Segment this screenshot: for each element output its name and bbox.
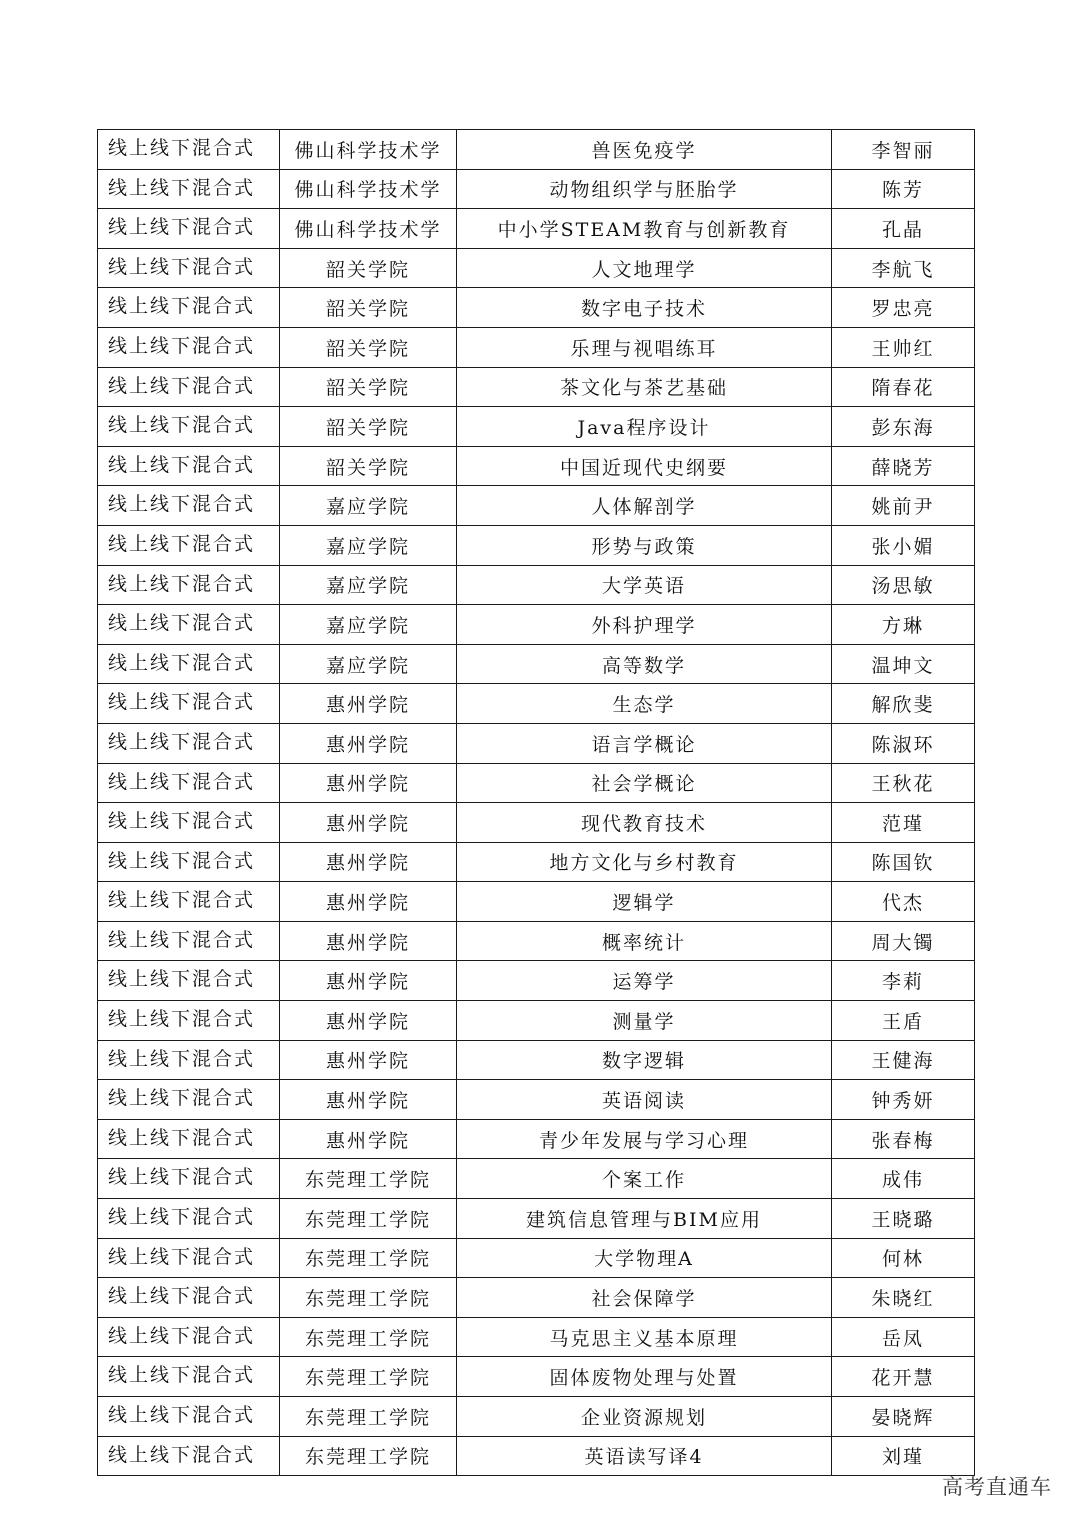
course-table-body — [98, 130, 975, 1476]
table-row — [98, 921, 975, 961]
course-table — [97, 129, 975, 1476]
mode-cell: 线上线下混合式 — [98, 1238, 280, 1278]
course-cell: 外科护理学 — [457, 605, 832, 645]
course-cell: 语言学概论 — [457, 723, 832, 763]
mode-cell: 线上线下混合式 — [98, 644, 280, 684]
course-cell: 概率统计 — [457, 921, 832, 961]
school-cell: 嘉应学院 — [280, 525, 457, 565]
teacher-cell: 隋春花 — [832, 367, 975, 407]
mode-cell: 线上线下混合式 — [98, 169, 280, 209]
school-cell: 嘉应学院 — [280, 565, 457, 605]
table-row — [98, 327, 975, 367]
course-cell: 英语读写译4 — [457, 1436, 832, 1476]
watermark-text: 高考直通车 — [942, 1475, 1052, 1499]
table-row — [98, 1238, 975, 1278]
course-cell: 马克思主义基本原理 — [457, 1317, 832, 1357]
course-cell: 高等数学 — [457, 644, 832, 684]
school-cell: 韶关学院 — [280, 367, 457, 407]
school-cell: 惠州学院 — [280, 1080, 457, 1120]
course-cell: 测量学 — [457, 1001, 832, 1041]
teacher-cell: 陈淑环 — [832, 723, 975, 763]
mode-cell: 线上线下混合式 — [98, 1199, 280, 1239]
teacher-cell: 薛晓芳 — [832, 446, 975, 486]
mode-cell: 线上线下混合式 — [98, 1278, 280, 1318]
teacher-cell: 晏晓辉 — [832, 1397, 975, 1437]
school-cell: 佛山科学技术学 — [280, 130, 457, 170]
course-cell: 地方文化与乡村教育 — [457, 842, 832, 882]
table-row — [98, 525, 975, 565]
mode-cell: 线上线下混合式 — [98, 565, 280, 605]
mode-cell: 线上线下混合式 — [98, 605, 280, 645]
teacher-cell: 钟秀妍 — [832, 1080, 975, 1120]
table-row — [98, 961, 975, 1001]
course-cell: 企业资源规划 — [457, 1397, 832, 1437]
mode-cell: 线上线下混合式 — [98, 961, 280, 1001]
mode-cell: 线上线下混合式 — [98, 446, 280, 486]
school-cell: 韶关学院 — [280, 288, 457, 328]
teacher-cell: 孔晶 — [832, 209, 975, 249]
table-row — [98, 486, 975, 526]
teacher-cell: 陈国钦 — [832, 842, 975, 882]
table-row — [98, 644, 975, 684]
teacher-cell: 王帅红 — [832, 327, 975, 367]
table-row — [98, 1199, 975, 1239]
school-cell: 惠州学院 — [280, 803, 457, 843]
mode-cell: 线上线下混合式 — [98, 367, 280, 407]
course-cell: 数字电子技术 — [457, 288, 832, 328]
teacher-cell: 王健海 — [832, 1040, 975, 1080]
mode-cell: 线上线下混合式 — [98, 327, 280, 367]
school-cell: 韶关学院 — [280, 327, 457, 367]
teacher-cell: 花开慧 — [832, 1357, 975, 1397]
table-row — [98, 1159, 975, 1199]
table-row — [98, 1397, 975, 1437]
table-row — [98, 684, 975, 724]
mode-cell: 线上线下混合式 — [98, 209, 280, 249]
school-cell: 惠州学院 — [280, 1040, 457, 1080]
table-row — [98, 723, 975, 763]
table-row — [98, 763, 975, 803]
table-row — [98, 803, 975, 843]
table-row — [98, 1278, 975, 1318]
course-cell: 社会保障学 — [457, 1278, 832, 1318]
course-cell: 生态学 — [457, 684, 832, 724]
course-cell: 逻辑学 — [457, 882, 832, 922]
teacher-cell: 彭东海 — [832, 407, 975, 447]
course-cell: 人文地理学 — [457, 248, 832, 288]
school-cell: 东莞理工学院 — [280, 1317, 457, 1357]
table-row — [98, 882, 975, 922]
teacher-cell: 李航飞 — [832, 248, 975, 288]
table-row — [98, 367, 975, 407]
mode-cell: 线上线下混合式 — [98, 684, 280, 724]
teacher-cell: 罗忠亮 — [832, 288, 975, 328]
table-row — [98, 1119, 975, 1159]
table-row — [98, 605, 975, 645]
mode-cell: 线上线下混合式 — [98, 248, 280, 288]
school-cell: 韶关学院 — [280, 248, 457, 288]
teacher-cell: 刘瑾 — [832, 1436, 975, 1476]
school-cell: 东莞理工学院 — [280, 1436, 457, 1476]
table-row — [98, 130, 975, 170]
table-row — [98, 1040, 975, 1080]
school-cell: 惠州学院 — [280, 882, 457, 922]
teacher-cell: 代杰 — [832, 882, 975, 922]
course-cell: 中小学STEAM教育与创新教育 — [457, 209, 832, 249]
school-cell: 嘉应学院 — [280, 644, 457, 684]
teacher-cell: 成伟 — [832, 1159, 975, 1199]
mode-cell: 线上线下混合式 — [98, 921, 280, 961]
school-cell: 惠州学院 — [280, 842, 457, 882]
course-cell: 乐理与视唱练耳 — [457, 327, 832, 367]
school-cell: 东莞理工学院 — [280, 1238, 457, 1278]
school-cell: 韶关学院 — [280, 446, 457, 486]
school-cell: 嘉应学院 — [280, 486, 457, 526]
teacher-cell: 张小媚 — [832, 525, 975, 565]
teacher-cell: 范瑾 — [832, 803, 975, 843]
teacher-cell: 朱晓红 — [832, 1278, 975, 1318]
school-cell: 韶关学院 — [280, 407, 457, 447]
course-cell: Java程序设计 — [457, 407, 832, 447]
table-row — [98, 248, 975, 288]
course-cell: 大学英语 — [457, 565, 832, 605]
course-cell: 中国近现代史纲要 — [457, 446, 832, 486]
mode-cell: 线上线下混合式 — [98, 723, 280, 763]
mode-cell: 线上线下混合式 — [98, 1397, 280, 1437]
course-cell: 英语阅读 — [457, 1080, 832, 1120]
school-cell: 嘉应学院 — [280, 605, 457, 645]
school-cell: 惠州学院 — [280, 1001, 457, 1041]
school-cell: 东莞理工学院 — [280, 1199, 457, 1239]
table-row — [98, 1080, 975, 1120]
school-cell: 惠州学院 — [280, 723, 457, 763]
course-cell: 青少年发展与学习心理 — [457, 1119, 832, 1159]
mode-cell: 线上线下混合式 — [98, 486, 280, 526]
table-row — [98, 1357, 975, 1397]
mode-cell: 线上线下混合式 — [98, 763, 280, 803]
course-cell: 茶文化与茶艺基础 — [457, 367, 832, 407]
course-cell: 运筹学 — [457, 961, 832, 1001]
mode-cell: 线上线下混合式 — [98, 130, 280, 170]
teacher-cell: 解欣斐 — [832, 684, 975, 724]
table-row — [98, 209, 975, 249]
mode-cell: 线上线下混合式 — [98, 842, 280, 882]
teacher-cell: 李莉 — [832, 961, 975, 1001]
school-cell: 东莞理工学院 — [280, 1397, 457, 1437]
teacher-cell: 李智丽 — [832, 130, 975, 170]
school-cell: 惠州学院 — [280, 763, 457, 803]
course-cell: 数字逻辑 — [457, 1040, 832, 1080]
mode-cell: 线上线下混合式 — [98, 803, 280, 843]
mode-cell: 线上线下混合式 — [98, 1436, 280, 1476]
teacher-cell: 王秋花 — [832, 763, 975, 803]
mode-cell: 线上线下混合式 — [98, 407, 280, 447]
mode-cell: 线上线下混合式 — [98, 1001, 280, 1041]
table-row — [98, 1001, 975, 1041]
table-row — [98, 1436, 975, 1476]
mode-cell: 线上线下混合式 — [98, 1159, 280, 1199]
course-cell: 固体废物处理与处置 — [457, 1357, 832, 1397]
teacher-cell: 方琳 — [832, 605, 975, 645]
mode-cell: 线上线下混合式 — [98, 882, 280, 922]
mode-cell: 线上线下混合式 — [98, 1119, 280, 1159]
table-row — [98, 169, 975, 209]
mode-cell: 线上线下混合式 — [98, 525, 280, 565]
school-cell: 惠州学院 — [280, 921, 457, 961]
school-cell: 惠州学院 — [280, 961, 457, 1001]
school-cell: 东莞理工学院 — [280, 1357, 457, 1397]
school-cell: 佛山科学技术学 — [280, 169, 457, 209]
teacher-cell: 张春梅 — [832, 1119, 975, 1159]
teacher-cell: 何林 — [832, 1238, 975, 1278]
course-cell: 现代教育技术 — [457, 803, 832, 843]
teacher-cell: 温坤文 — [832, 644, 975, 684]
mode-cell: 线上线下混合式 — [98, 1317, 280, 1357]
table-row — [98, 288, 975, 328]
school-cell: 佛山科学技术学 — [280, 209, 457, 249]
course-cell: 建筑信息管理与BIM应用 — [457, 1199, 832, 1239]
course-cell: 个案工作 — [457, 1159, 832, 1199]
course-cell: 大学物理A — [457, 1238, 832, 1278]
teacher-cell: 王晓璐 — [832, 1199, 975, 1239]
school-cell: 惠州学院 — [280, 1119, 457, 1159]
teacher-cell: 姚前尹 — [832, 486, 975, 526]
teacher-cell: 汤思敏 — [832, 565, 975, 605]
school-cell: 东莞理工学院 — [280, 1159, 457, 1199]
school-cell: 东莞理工学院 — [280, 1278, 457, 1318]
mode-cell: 线上线下混合式 — [98, 288, 280, 328]
teacher-cell: 陈芳 — [832, 169, 975, 209]
course-cell: 形势与政策 — [457, 525, 832, 565]
teacher-cell: 岳凤 — [832, 1317, 975, 1357]
teacher-cell: 王盾 — [832, 1001, 975, 1041]
table-row — [98, 842, 975, 882]
table-row — [98, 1317, 975, 1357]
course-cell: 动物组织学与胚胎学 — [457, 169, 832, 209]
school-cell: 惠州学院 — [280, 684, 457, 724]
course-cell: 社会学概论 — [457, 763, 832, 803]
course-cell: 兽医免疫学 — [457, 130, 832, 170]
table-row — [98, 407, 975, 447]
course-cell: 人体解剖学 — [457, 486, 832, 526]
table-row — [98, 446, 975, 486]
mode-cell: 线上线下混合式 — [98, 1040, 280, 1080]
table-row — [98, 565, 975, 605]
mode-cell: 线上线下混合式 — [98, 1080, 280, 1120]
mode-cell: 线上线下混合式 — [98, 1357, 280, 1397]
teacher-cell: 周大镯 — [832, 921, 975, 961]
